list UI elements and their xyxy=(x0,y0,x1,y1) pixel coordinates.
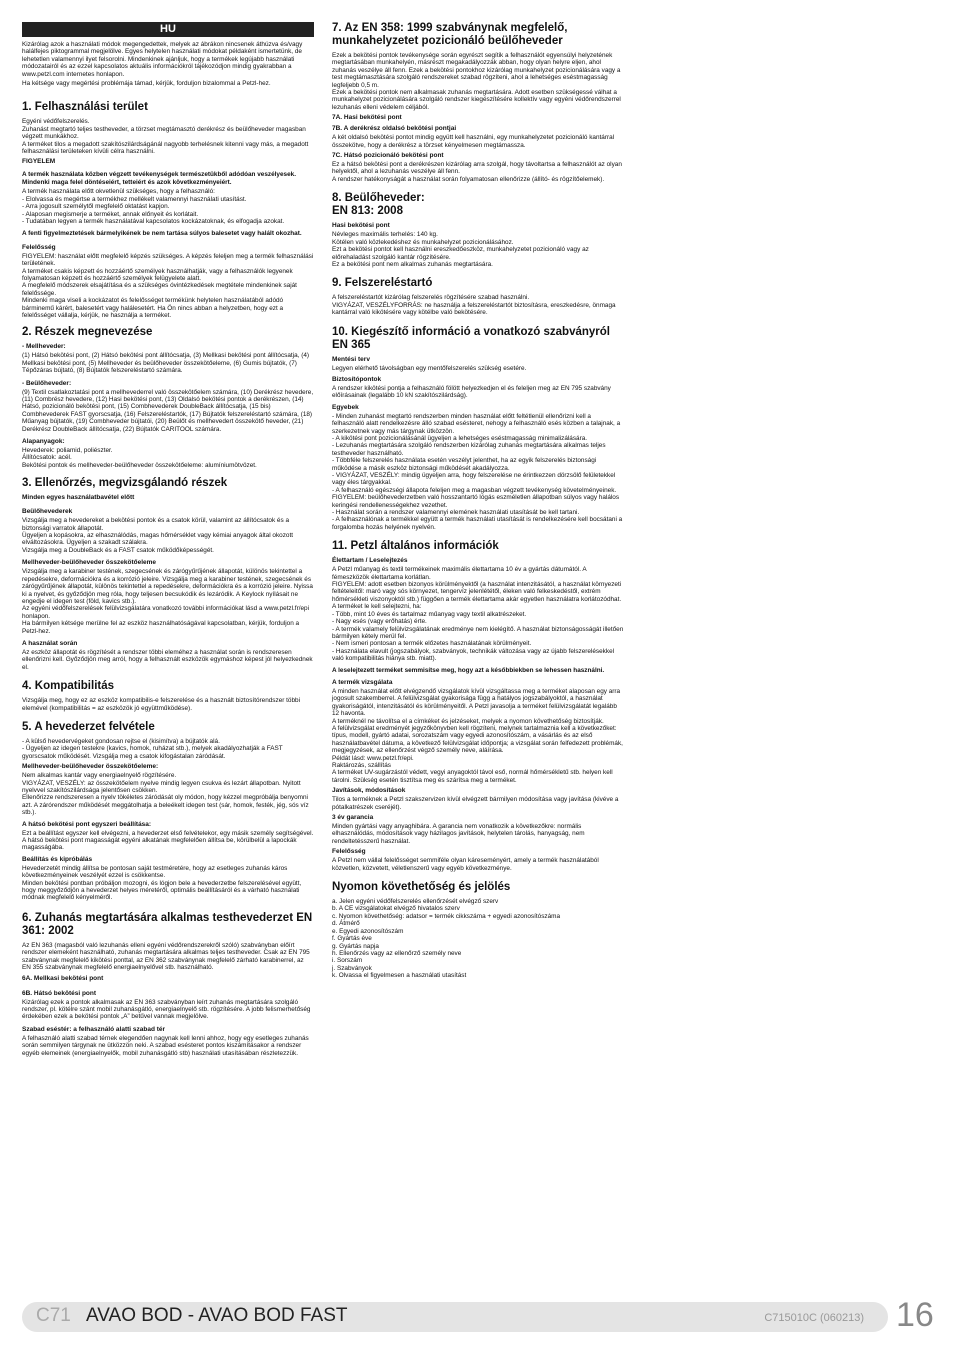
subheading: A hátsó bekötési pont egyszeri beállítása: xyxy=(22,820,152,828)
subheading: Beállítás és kipróbálás xyxy=(22,855,93,863)
paragraph: Vizsgálja meg, hogy ez az eszköz kompatibilis-e felszerelése és a használt biztosítórendszer többi elemével (kompatibilitás = az eszközök jó együttműködése). xyxy=(22,697,301,712)
paragraph: A rendszer kikötési pontja a felhasználó fölött helyezkedjen el és feleljen meg az EN 795 szabvány előírásainak (legalább 10 kN szakítószilárdság). xyxy=(332,384,611,400)
section-putting-on xyxy=(22,721,314,902)
left-column xyxy=(22,22,314,1059)
section-title: 10. Kiegészítő információ a vonatkozó szabványról EN 365 xyxy=(332,325,610,351)
paragraph: A minden használat előtt elvégzendő vizsgálatok kívül vizsgáltassa meg a terméket alaposan egy arra jogosult szakemberrel. A felülvizsgálat gyakorisága függ a hatályos jogszabályoktól, a használat gyakoriságától, intenzitásától és körülményeitől. A Petzl javasolja a terméket felülvizsgálatát legalább 12 havonta. A terméknél ne távolítsa el a címkéket és jelzéseket, melyek a nyomon követhetőség biztosítják. A felülvizsgálat eredményét jegyzőkönyvben kell rögzíteni, melynek tartalmaznia kell a következőket: típus, modell, gyártó adatai, sorozatszám vagy egyedi azonosítószám, a vásárlás és az első használatbavétel dátuma, a következő felülvizsgálat időpontja; a vizsgálat során felfedezett problémák, megjegyzések, az ellenőrzést végző személy neve, aláírása. Példát lásd: www.petzl.fr/epi. Raktározás, szállítás A terméket UV-sugárzástól védett, vegyi anyagoktól távol eső, normál hőmérsékletű stb. helyen kell tárolni. Szükség esetén tisztítsa meg és szárítsa meg a terméket. xyxy=(332,687,623,784)
subheading: - Beülőheveder: xyxy=(22,379,72,387)
paragraph: Legyen elérhető távolságban egy mentőfelszerelés szükség esetére. xyxy=(332,364,527,372)
page-number: 16 xyxy=(896,1296,934,1334)
paragraph: A Petzl műanyag és textil termékeinek maximális élettartama 10 év a gyártás dátumától. A fémeszközök élettartama korlátlan. FIGYELEM: adott esetben bizonyos körülményektől (a használat intenzitásától, a használat környezeti feltételeitől: maró vagy sós környezet, tengervíz jelenlététől, éleken való felkeskedéstől, extrém hőmérsékleti viszonyoktól stb.) függően a termék élettartama akár egyetlen használatra korlátozódhat. A terméket le kell selejtezni, ha: - Több, mint 10 éves és tartalmaz műanyag vagy textil alkatrészeket. - Nagy esés (vagy erőhatás) érte. - A termék valamely felülvizsgálatának eredménye nem kielégítő. A használat biztonságosságát illetően bármilyen kétely merül fel. - Nem ismeri pontosan a termék előzetes használatának körülményeit. - Használata elavult (jogszabályok, szabványok, technikák változása vagy az újabb felszerelésekkel való kompatibilitás hiánya stb. miatt). xyxy=(332,566,624,663)
subheading: Mellheveder-beülőheveder összekötőeleme: xyxy=(22,763,159,771)
paragraph: A termék használata előtt okvetlenül szükséges, hogy a felhasználó: - Elolvassa és megértse a termékhez mellékelt valamennyi használati utasítást. - Arra jogosult személytől megfelelő oktatást kapjon. - Alaposan megismerje a terméket, annak előnyeit és korlátait. - Tudatában legyen a termék használatával kapcsolatos kockázatoknak, és elfogadja azokat. xyxy=(22,188,285,225)
section-title: 3. Ellenőrzés, megvizsgálandó részek xyxy=(22,477,228,490)
section-title: Nyomon követhetőség és jelölés xyxy=(332,881,511,894)
section-title: 11. Petzl általános információk xyxy=(332,540,499,553)
subheading: Mentési terv xyxy=(332,355,370,363)
warning-text: A fenti figyelmeztetések bármelyikének be nem tartása súlyos balesetet vagy halált okozhat. xyxy=(22,230,302,238)
language-header: HU xyxy=(22,22,314,37)
subheading: Biztosítópontok xyxy=(332,375,382,383)
paragraph: A felhasználó alatti szabad térnek elegendően nagynak kell lenni ahhoz, hogy egy esetleges zuhanás során semmilyen tárgynak ne ütközzön neki. A szabad esésteret pontos kiszámításakor a rendszer egyéb elemeinek (energiaelnyelők, mobil zuhanásgátló stb) használati utasításában részletezzük. xyxy=(22,1034,309,1057)
subheading: A termék vizsgálata xyxy=(332,678,393,686)
paragraph: Névleges maximális terhelés: 140 kg. Kötélen való közlekedéshez és munkahelyzet pozicionálásához. Ezt a bekötési pontot kell használni ereszkedőeszköz, munkahelyzetet pozicionáló vagy az előrehaladást szolgáló kantár rögzítésére. Ez a bekötési pont nem alkalmas zuhanás megtartására. xyxy=(332,231,589,268)
paragraph: Az EN 363 (magasból való lezuhanás elleni egyéni védőrendszerekről szóló) szabványban előírt rendszer elemeként használható, zuhanás megtartására alkalmas teljes testheveder. Csak az EN 795 szabványnak megfelelő kikötési ponttal, az EN 362 szabványnak megfelelő zárható karabinerrel, az EN 355 szabványnak megfelelő energiaelnyelővel stb. használható. xyxy=(22,941,310,972)
paragraph: Ezt a beállítást egyszer kell elvégezni, a hevederzet első felvételekor, egy másik személy segítségével. A hátsó bekötési pont magasságát egyéni alkatának megfelelően állítsa be, körülbelül a lapockák magasságába. xyxy=(22,829,314,852)
section-compatibility xyxy=(22,680,314,712)
paragraph: (9) Textil csatlakoztatási pont a mellhevederrel való összekötőelem számára, (10) Derékrész hevedere, (11) Combrész hevedere, (12) Hasi bekötési pont, (13) Oldalsó bekötési pontok a derékrészen, (14) Hátsó, pozicionáló bekötési pont, (15) Combhevederek DoubleBack állítócsatja, (15 bis) Combhevederek FAST gyorscsatja, (16) Felszereléstartók, (17) Bújtatók felszereléstartó számára, (18) Műanyag bújtatók, (19) Combheveder bújtatói, (20) Beülőt és mellhevedert összekötő heveder, (21) Derékrész DoubleBack állítócsatja, (22) Bújtatók CARITOOL számára. xyxy=(22,388,314,433)
subheading: Javítások, módosítások xyxy=(332,787,406,795)
right-column xyxy=(332,22,624,982)
paragraph: (1) Hátsó bekötési pont, (2) Hátsó bekötési pont állítócsatja, (3) Mellkasi bekötési pont állítócsatja, (4) Mellkasi bekötési pont, (5) Mellheveder és beülőheveder összekötőeleme, (6) Gumis bújtatók, (7) Tépőzáras bújtató, (8) Bújtatók felszereléstartó számára. xyxy=(22,352,310,375)
paragraph: Hevederek: poliamid, poliészter. Állítócsatok: acél. Bekötési pontok és mellheveder-beülőheveder összekötőeleme: alumíniumötvözet. xyxy=(22,447,257,469)
subheading: Minden egyes használatbavétel előtt xyxy=(22,494,135,502)
section-title: 5. A hevederzet felvétele xyxy=(22,720,155,733)
subheading: Felelősség xyxy=(22,243,56,251)
paragraph: - Minden zuhanást megtartó rendszerben minden használat előtt feltétlenül ellenőrizni kell a felhasználó alatt rendelkezésre álló szabad esésteret, nehogy a felhasználó esés közben a talajnak, a szerkezetnek vagy más tárgynak ütközzön. - A kikötési pont pozicionálásánál ügyeljen a lehetséges eséstmagasság minimalizálására. - Lezuhanás megtartására szolgáló rendszerben kizárólag zuhanás megtartására alkalmas teljes testheveder használható. - Többféle felszerelés használata esetén veszélyt jelenthet, ha az egyik felszerelés biztonsági működése a másik eszköz biztonsági működését akadályozza. - VIGYÁZAT, VESZÉLY: mindig ügyeljen arra, hogy felszerelése ne érintkezzen dörzsölő felületekkel vagy éles tárgyakkal. - A felhasználó egészségi állapota feleljen meg a magasban végzett tevékenység követelményeinek. FIGYELEM: beülőhevederzetben való hosszantartó lógás eszméletlen állapotban súlyos vagy halálos keringési rendellenességekhez vezethet. - Használat során a rendszer valamennyi elemének használati utasítását be kell tartani. - A felhasználónak a termékkel együtt a termék használati utasítását is rendelkezésére kell bocsátani a forgalomba hozás helyének nyelvén. xyxy=(332,412,623,531)
warning-text: A leselejtezett terméket semmisítse meg, hogy azt a későbbiekben se lehessen használni. xyxy=(332,666,605,674)
paragraph: Tilos a terméknek a Petzl szakszervizen kívül elvégzett bármilyen módosítása vagy javítása (kivéve a pótalkatrészek cseréjét). xyxy=(332,796,619,811)
subheading: Egyebek xyxy=(332,403,359,411)
subheading: 6B. Hátsó bekötési pont xyxy=(22,989,97,997)
document-reference: C715010C (060213) xyxy=(764,1312,864,1324)
paragraph: Ez a hátsó bekötési pont a derékrészen kizárólag arra szolgál, hogy távoltartsa a felhasználót az olyan helyektől, ahol a lezuhanás veszélye áll fenn. A rendszer hatékonyságát a használat során folyamatosan ellenőrizze (állító- és rögzítőelemek). xyxy=(332,161,622,183)
subheading: Alapanyagok: xyxy=(22,438,65,446)
subheading: Élettartam / Leselejtezés xyxy=(332,557,408,565)
section-sit-harness xyxy=(332,192,624,268)
section-title: 9. Felszereléstartó xyxy=(332,277,433,290)
subheading: 6A. Mellkasi bekötési pont xyxy=(22,974,104,982)
section-fall-arrest xyxy=(22,912,314,1057)
subheading: Felelősség xyxy=(332,848,366,856)
intro-paragraph: Ha kétsége vagy megértési problémája támad, kérjük, forduljon bizalommal a Petzl-hez. xyxy=(22,80,271,88)
subheading: 3 év garancia xyxy=(332,814,374,822)
subheading: Mellheveder-beülőheveder összekötőeleme xyxy=(22,559,157,567)
subheading: FIGYELEM xyxy=(22,158,56,166)
warning-text: A termék használata közben végzett tevékenységek természetükből adódóan veszélyesek. xyxy=(22,171,296,179)
subheading: 7B. A derékrész oldalsó bekötési pontjai xyxy=(332,125,457,133)
intro-paragraph: Kizárólag azok a használati módok megengedettek, melyek az ábrákon nincsenek áthúzva és/vagy halálfejes piktogrammal megjelölve. Egyes helytelen használati módokat példaként ismertetünk, de lehetetlen valamennyi ilyet felsorolni. Mindenkinek ajánljuk, hogy a termékek legújabb használati módozatairól és az ezzel kapcsolatos aktuális információkról tájékozódjon mindig gyakrabban a www.petzl.com internetes honlapon. xyxy=(22,41,303,78)
subheading: A használat során xyxy=(22,639,78,647)
paragraph: A Petzl nem vállal felelősséget semmiféle olyan káreseményért, amely a termék használatából közvetlen, közvetett, véletlenszerű vagy egyéb következménye. xyxy=(332,857,599,872)
product-code: C71 xyxy=(36,1305,71,1326)
section-inspection xyxy=(22,477,314,671)
section-gear-loop xyxy=(332,277,624,316)
paragraph: A két oldalsó bekötési pontot mindig együtt kell használni, egy munkahelyzetet pozicionáló kantárral összekötve, hogy a derékrész a törzset kényelmesen megtámassza. xyxy=(332,134,615,149)
section-title: 7. Az EN 358: 1999 szabványnak megfelelő, munkahelyzetet pozicionáló beülőheveder xyxy=(332,22,568,47)
paragraph: Nem alkalmas kantár vagy energiaelnyelő rögzítésére. VIGYÁZAT, VESZÉLY: az összekötőelem nyelve mindig legyen csukva és lezárt állapotban. Nyitott nyelvvel szakítószilárdsága jelentősen csökken. Ellenőrizze rendszeresen a nyelv tökéletes záródását oly módon, hogy kézzel megpróbálja benyomni azt. A zárórendszer működését meggátolhatja a beleékelt idegen test (sár, homok, festék, jég, sós víz stb.). xyxy=(22,772,309,817)
subheading: Beülőhevederek xyxy=(22,508,73,516)
section-title: 6. Zuhanás megtartására alkalmas testhevederzet EN 361: 2002 xyxy=(22,911,313,937)
subheading: 7C. Hátsó pozicionáló bekötési pont xyxy=(332,152,444,160)
section-title: 1. Felhasználási terület xyxy=(22,101,148,114)
section-usage xyxy=(22,101,314,319)
section-title: 2. Részek megnevezése xyxy=(22,326,153,339)
section-petzl-info xyxy=(332,540,624,872)
paragraph: Hevederzetét mindig állítsa be pontosan saját testméretére, hogy az esetleges zuhanás káros következményeinek veszélyét ezzel is csökkentse. Minden bekötési pontban próbáljon mozogni, és lógjon bele a hevederzetbe felszerelésével együtt, hogy meggyőződjön a hevederzet helyes méretéről, optimális beállításáról és a várható használati módnak megfelelő kényelméről. xyxy=(22,864,302,902)
paragraph: Egyéni védőfelszerelés. Zuhanást megtartó teljes testheveder, a törzset megtámasztó derékrész és beülőheveder magasban végzett munkákhoz. A terméket tilos a megadott szakítószilárdságánál nagyobb terhelésnek kitenni vagy más, a megadott felhasználási területeken kívüli célra használni. xyxy=(22,118,309,156)
section-traceability xyxy=(332,881,624,979)
section-title: 8. Beülőheveder: EN 813: 2008 xyxy=(332,192,425,218)
paragraph: - A külső hevedervégeket gondosan rejtse el (kisimítva) a bújtatók alá. - Ügyeljen az idegen testekre (kavics, homok, ruházat stb.), melyek akadályozhatják a FAST gyorscsatok működését. Vizsgálja meg a csatok kifogástalan záródását. xyxy=(22,737,283,760)
paragraph: Vizsgálja meg a karabiner testének, szegecsének és zárógyűrűjének állapotát, különös tekintettel a repedésekre, deformációkra és a korrózió jeleire. Vizsgálja meg a karabiner testének, szegecsének és zárógyűrűjének állapotát, különös tekintettel a repedésekre, deformációkra és a korrózió jeleire. Nyissa ki a nyelvet, és győződjön meg róla, hogy teljesen becsukódik és lezáródik. A Keylock nyílásait ne engedje el idegen test (föld, kavics stb.). Az egyéni védőfelszerelések felülvizsgálatára vonatkozó további információkat lásd a www.petzl.fr/epi honlapon. Ha bármilyen kétsége merülne fel az eszköz használhatóságával kapcsolatban, kérjük, forduljon a Petzl-hez. xyxy=(22,568,313,635)
marking-list: a. Jelen egyéni védőfelszerelés ellenőrzését elvégző szerv b. A CE vizsgálatokat elvégző hivatalos szerv c. Nyomon követhetőség: adatsor = termék cikkszáma + egyedi azonosítószáma d. Átmérő e. Egyedi azonosítószám f. Gyártás éve g. Gyártás napja h. Ellenőrzés vagy az ellenőrző személy neve i. Sorszám j. Szabványok k. Olvassa el figyelmesen a használati utasítást xyxy=(332,898,561,980)
paragraph: Vizsgálja meg a hevedereket a bekötési pontok és a csatok körül, valamint az állítócsatok és a biztonsági varratok állapotát. Ügyeljen a kopásokra, az elhasználódás, magas hőmérséklet vagy kémiai anyagok által okozott elváltozásokra. Ügyeljen a szakadt szálakra. Vizsgálja meg a DoubleBack és a FAST csatok működőképességét. xyxy=(22,517,294,554)
paragraph: Kizárólag ezek a pontok alkalmasak az EN 363 szabványban leírt zuhanás megtartására szolgáló rendszer, pl. kötélre szánt mobil zuhanásgátló, energiaelnyelő stb. rögzítésére. A jobb felismerhetőség érdekében ezek a bekötési pontok „A” betűvel vannak megjelölve. xyxy=(22,998,311,1021)
paragraph: A felszereléstartót kizárólag felszerelés rögzítésére szabad használni. VIGYÁZAT, VESZÉLYFORRÁS: ne használja a felszereléstartót biztosításra, ereszkedésre, önmaga kantárral való kikötésére vagy kötélbe való bekötésére. xyxy=(332,294,616,317)
warning-text: Mindenki maga felel döntéseiért, tetteiért és azok következményeiért. xyxy=(22,178,232,186)
paragraph: Ezek a bekötési pontok tevékenysége során egyrészt segítik a felhasználót egyensúlyi helyzetének megtartásában munkahelyén, másrészt megakadályozzák abban, hogy olyan helyre eljen, ahol zuhanás veszélye áll fenn. Ezek a bekötési pontokhoz kizárólag munkahelyzet pozicionálására vagy a test megtámasztására szolgáló rendszereket szabad rögzíteni, ahol a lehetséges eséstmagasság legfeljebb 0,5 m. Ezek a bekötési pontok nem alkalmasak zuhanás megtartására. Adott esetben szükségessé válhat a munkahelyzet pozicionálására szolgáló rendszer kiegészítésére kollektív vagy egyéni védőrendszerrel lezuhanás elleni védelem céljából. xyxy=(332,52,621,111)
subheading: - Mellheveder: xyxy=(22,343,66,351)
section-parts xyxy=(22,326,314,469)
paragraph: FIGYELEM: használat előtt megfelelő képzés szükséges. A képzés feleljen meg a termék felhasználási területének. A terméket csakis képzett és hozzáértő személyek használhatják, vagy a felhasználók legyenek folyamatosan képzett és hozzáértő személyek felügyelete alatt. A megfelelő módszerek elsajátítása és a szükséges óvintézkedések megtétele mindenkinek saját felelőssége. Mindenki maga viseli a kockázatot és felelősséget termékünk helytelen használatából adódó bárminemű kárért, balesetért vagy halálesetért. Ha Ön nincs abban a helyzetben, hogy ezt a felelősséget vállalja, kérjük, ne használja a terméket. xyxy=(22,252,314,319)
subheading: Szabad eséstér: a felhasználó alatti szabad tér xyxy=(22,1025,166,1033)
paragraph: Minden gyártási vagy anyaghibára. A garancia nem vonatkozik a következőkre: normális elhasználódás, módosítások vagy házilagos javítások, helytelen tárolás, hanyagság, nem rendeltetésszerű használat. xyxy=(332,823,585,845)
section-title: 4. Kompatibilitás xyxy=(22,680,115,693)
subheading: Hasi bekötési pont xyxy=(332,222,390,230)
product-title: AVAO BOD - AVAO BOD FAST xyxy=(86,1305,348,1326)
section-en365 xyxy=(332,326,624,532)
subheading: 7A. Hasi bekötési pont xyxy=(332,114,402,122)
section-work-positioning xyxy=(332,22,624,183)
footer-bar xyxy=(22,1302,888,1332)
paragraph: Az eszköz állapotát és rögzítését a rendszer többi eleméhez a használat során is rendszeresen ellenőrizni kell. Győződjön meg arról, hogy a felhasznált eszközök egymáshoz képest jól helyezkednek el. xyxy=(22,648,313,671)
